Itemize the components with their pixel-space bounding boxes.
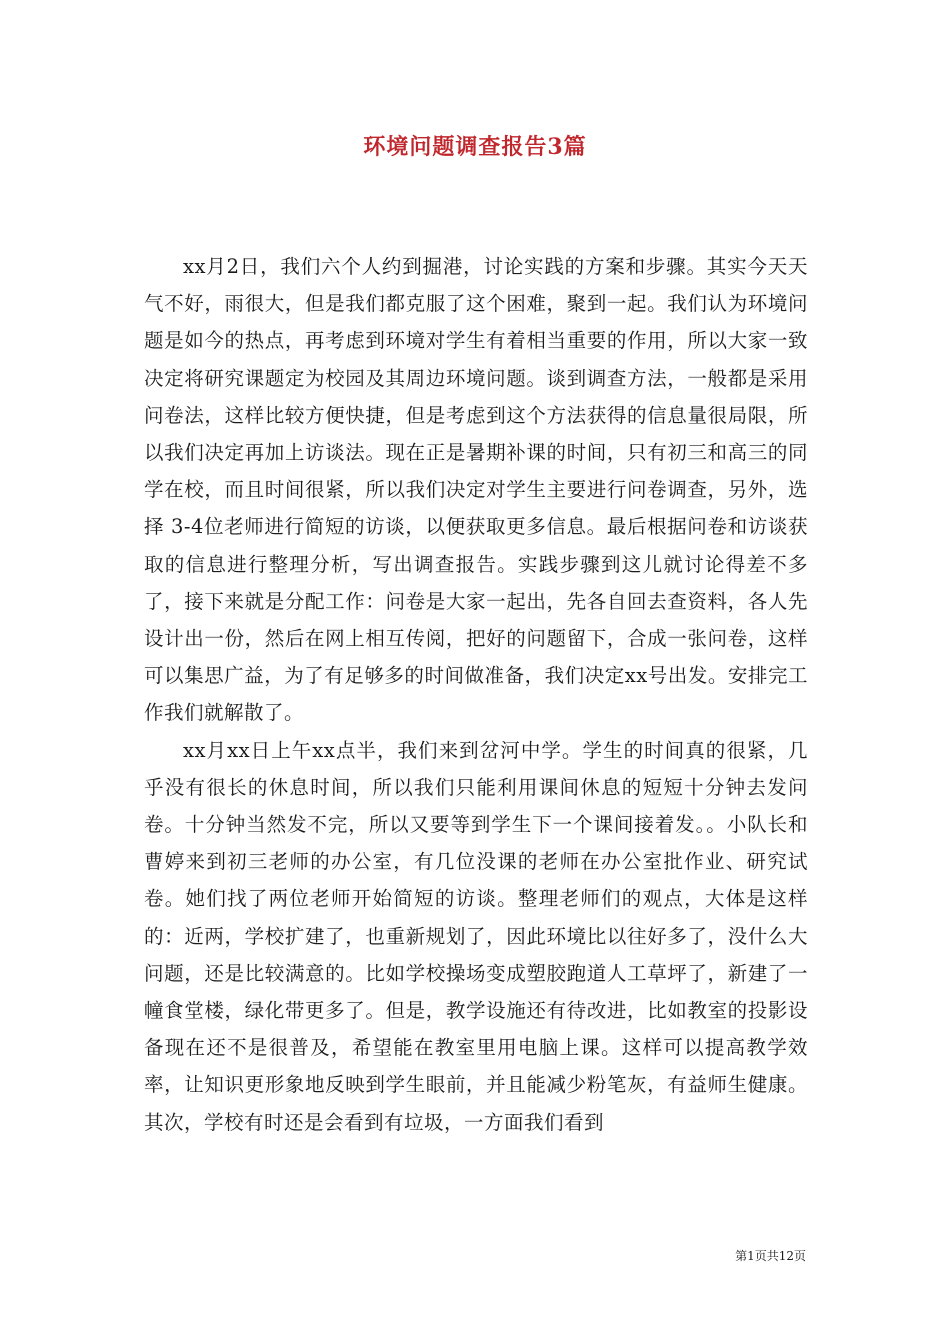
paragraph-2: xx月xx日上午xx点半，我们来到岔河中学。学生的时间真的很紧，几乎没有很长的休息时间，所以我们只能利用课间休息的短短十分钟去发问卷。十分钟当然发不完，所以又要等到学生下一个课间接着发。。小队长和曹婷来到初三老师的办公室，有几位没课的老师在办公室批作业、研究试卷。她们找了两位老师开始简短的访谈。整理老师们的观点，大体是这样的：近两，学校扩建了，也重新规划了，因此环境比以往好多了，没什么大问题，还是比较满意的。比如学校操场变成塑胶跑道人工草坪了，新建了一幢食堂楼，绿化带更多了。但是，教学设施还有待改进，比如教室的投影设备现在还不是很普及，希望能在教室里用电脑上课。这样可以提高教学效率，让知识更形象地反映到学生眼前，并且能减少粉笔灰，有益师生健康。其次，学校有时还是会看到有垃圾，一方面我们看到 xyxy=(144,738,808,1134)
paragraph-1: xx月2日，我们六个人约到掘港，讨论实践的方案和步骤。其实今天天气不好，雨很大，但是我们都克服了这个困难，聚到一起。我们认为环境问题是如今的热点，再考虑到环境对学生有着相当重要的作用，所以大家一致决定将研究课题定为校园及其周边环境问题。谈到调查方法，一般都是采用问卷法，这样比较方便快捷，但是考虑到这个方法获得的信息量很局限，所以我们决定再加上访谈法。现在正是暑期补课的时间，只有初三和高三的同学在校，而且时间很紧，所以我们决定对学生主要进行问卷调查，另外，选择 3-4位老师进行简短的访谈，以便获取更多信息。最后根据问卷和访谈获取的信息进行整理分析，写出调查报告。实践步骤到这儿就讨论得差不多了，接下来就是分配工作：问卷是大家一起出，先各自回去查资料，各人先设计出一份，然后在网上相互传阅，把好的问题留下，合成一张问卷，这样可以集思广益，为了有足够多的时间做准备，我们决定xx号出发。安排完工作我们就解散了。 xyxy=(144,255,808,725)
document-title: 环境问题调查报告3篇 xyxy=(363,134,587,160)
page-number-footer: 第1页共12页 xyxy=(735,1249,806,1263)
document-body xyxy=(144,248,808,1141)
